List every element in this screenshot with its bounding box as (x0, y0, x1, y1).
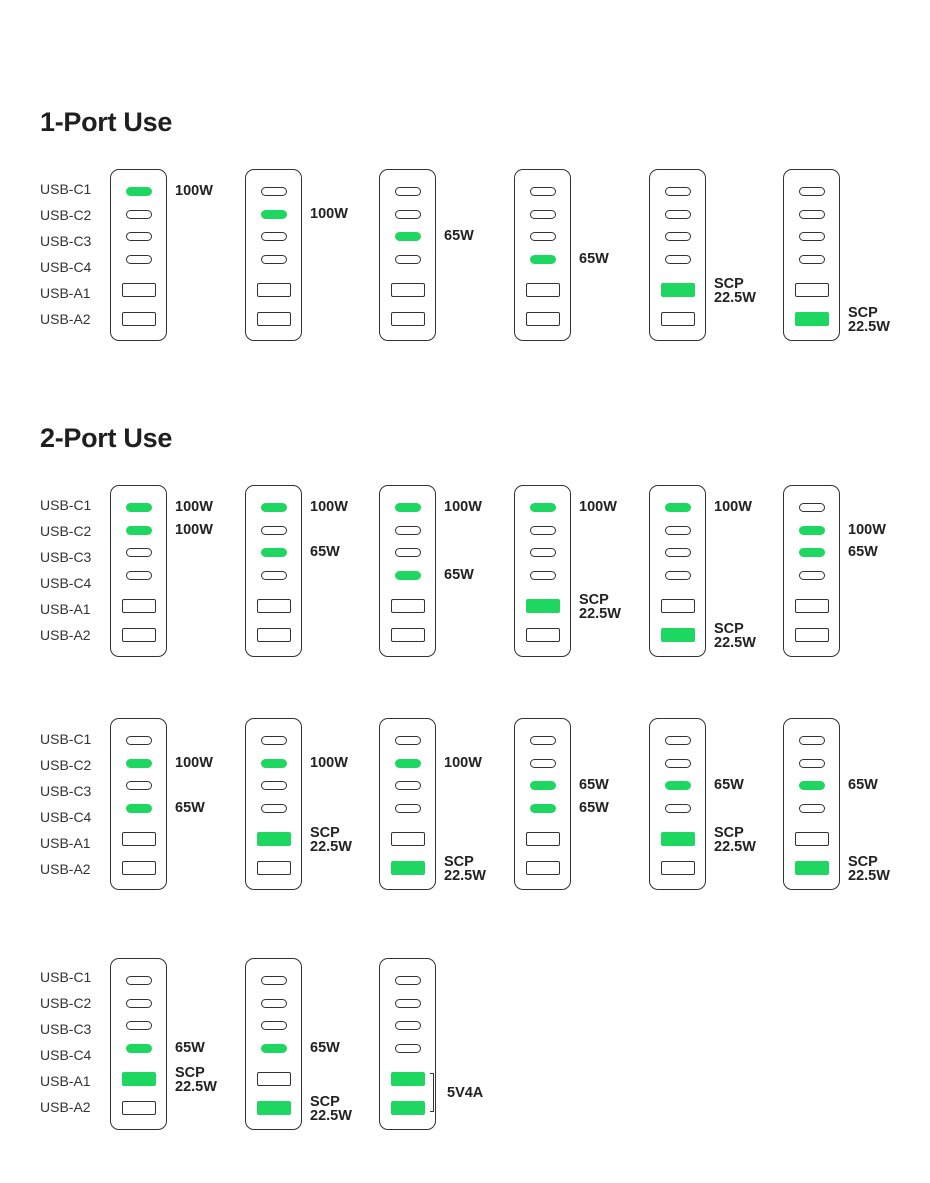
output-label (579, 778, 609, 792)
usb-a-port (526, 861, 560, 875)
output-label-line: 65W (310, 1039, 340, 1056)
output-label (175, 523, 213, 537)
usb-c-port (665, 804, 691, 813)
usb-a-port (257, 312, 291, 326)
port-label-usb-c1: USB-C1 (40, 497, 92, 513)
output-label (714, 277, 756, 305)
usb-a-port (661, 312, 695, 326)
usb-c-port-active (530, 255, 556, 264)
port-label-usb-c3: USB-C3 (40, 549, 92, 565)
output-label-line: 100W (310, 498, 348, 515)
usb-c-port (665, 187, 691, 196)
usb-a-port (526, 628, 560, 642)
usb-c-port (126, 255, 152, 264)
output-label (579, 252, 609, 266)
output-label-line: 22.5W (714, 839, 756, 855)
usb-c-port (530, 571, 556, 580)
charger-device (245, 718, 302, 890)
output-label (848, 778, 878, 792)
usb-a-port-active (122, 1072, 156, 1086)
usb-c-port-active (261, 503, 287, 512)
port-label-usb-c4: USB-C4 (40, 809, 92, 825)
usb-a-port (122, 283, 156, 297)
usb-c-port-active (395, 503, 421, 512)
port-label-usb-a2: USB-A2 (40, 1099, 91, 1115)
usb-c-port-active (126, 759, 152, 768)
port-label-usb-c4: USB-C4 (40, 259, 92, 275)
two-port-title: 2-Port Use (40, 423, 173, 453)
output-label-line: 65W (579, 250, 609, 267)
usb-a-port-active (526, 599, 560, 613)
output-label (310, 500, 348, 514)
output-label-line: 65W (579, 776, 609, 793)
output-label (848, 306, 890, 334)
output-label-line: 22.5W (848, 868, 890, 884)
port-label-usb-c4: USB-C4 (40, 1047, 92, 1063)
output-label (848, 545, 878, 559)
output-label (848, 855, 890, 883)
usb-c-port (261, 255, 287, 264)
port-label-usb-c1: USB-C1 (40, 181, 92, 197)
output-label (175, 756, 213, 770)
usb-c-port-active (799, 548, 825, 557)
usb-c-port-active (126, 526, 152, 535)
output-label-line: SCP (714, 276, 744, 292)
usb-a-port (122, 832, 156, 846)
usb-a-port-active (795, 312, 829, 326)
usb-a-port-active (661, 832, 695, 846)
output-label: 5V4A (447, 1084, 484, 1101)
usb-a-port-active (391, 1072, 425, 1086)
port-label-usb-a1: USB-A1 (40, 1073, 91, 1089)
charger-device (649, 485, 706, 657)
usb-c-port (395, 781, 421, 790)
usb-c-port-active (799, 526, 825, 535)
output-label-line: 65W (714, 776, 744, 793)
output-label (310, 826, 352, 854)
usb-c-port (530, 736, 556, 745)
usb-a-port (526, 312, 560, 326)
usb-c-port (395, 548, 421, 557)
usb-a-port (661, 861, 695, 875)
usb-a-port-active (661, 283, 695, 297)
output-label-line: 22.5W (175, 1079, 217, 1095)
output-label-line: 65W (310, 543, 340, 560)
charger-device (110, 958, 167, 1130)
usb-a-port-active (795, 861, 829, 875)
port-label-usb-c2: USB-C2 (40, 995, 92, 1011)
output-label (579, 500, 617, 514)
port-label-usb-c2: USB-C2 (40, 757, 92, 773)
output-label-line: 65W (444, 227, 474, 244)
usb-a-port (391, 832, 425, 846)
usb-a-port-active (661, 628, 695, 642)
output-label-line: SCP (848, 854, 878, 870)
usb-c-port (395, 187, 421, 196)
port-label-usb-c2: USB-C2 (40, 207, 92, 223)
usb-a-port (391, 599, 425, 613)
usb-c-port (261, 736, 287, 745)
usb-a-port (795, 832, 829, 846)
charger-device (110, 718, 167, 890)
usb-c-port-active (126, 503, 152, 512)
usb-c-port (530, 187, 556, 196)
usb-c-port (395, 976, 421, 985)
charger-device (514, 169, 571, 341)
output-label (579, 801, 609, 815)
port-label-usb-c4: USB-C4 (40, 575, 92, 591)
output-label-line: 100W (714, 498, 752, 515)
output-label-line: 22.5W (310, 839, 352, 855)
usb-c-port (261, 232, 287, 241)
output-label (444, 229, 474, 243)
charger-device (110, 485, 167, 657)
output-label (310, 207, 348, 221)
usb-c-port-active (126, 187, 152, 196)
output-label (714, 778, 744, 792)
output-label (714, 500, 752, 514)
usb-a-port (257, 1072, 291, 1086)
output-label (310, 1095, 352, 1123)
usb-c-port-active (261, 548, 287, 557)
port-label-usb-c1: USB-C1 (40, 731, 92, 747)
port-label-usb-a1: USB-A1 (40, 601, 91, 617)
charger-device (245, 958, 302, 1130)
usb-c-port (126, 781, 152, 790)
usb-c-port (665, 232, 691, 241)
usb-c-port (126, 210, 152, 219)
port-label-usb-c2: USB-C2 (40, 523, 92, 539)
usb-a-port (795, 599, 829, 613)
usb-c-port-active (261, 1044, 287, 1053)
usb-a-port (257, 861, 291, 875)
output-label-line: 65W (579, 799, 609, 816)
charger-device (649, 718, 706, 890)
usb-c-port (395, 210, 421, 219)
usb-c-port (261, 976, 287, 985)
output-label-line: 100W (444, 498, 482, 515)
charger-device (245, 485, 302, 657)
usb-a-port (122, 861, 156, 875)
usb-c-port (261, 526, 287, 535)
port-label-usb-c3: USB-C3 (40, 233, 92, 249)
output-label (444, 568, 474, 582)
usb-c-port-active (530, 804, 556, 813)
port-label-usb-a2: USB-A2 (40, 311, 91, 327)
usb-a-port (257, 628, 291, 642)
output-label (848, 523, 886, 537)
usb-c-port (799, 187, 825, 196)
usb-c-port (665, 255, 691, 264)
usb-c-port-active (530, 503, 556, 512)
charger-device (245, 169, 302, 341)
usb-c-port (665, 571, 691, 580)
usb-c-port-active (395, 571, 421, 580)
output-label-line: 65W (848, 543, 878, 560)
usb-c-port (530, 210, 556, 219)
output-label-line: 65W (848, 776, 878, 793)
usb-c-port (261, 187, 287, 196)
output-label-line: SCP (444, 854, 474, 870)
output-label (444, 855, 486, 883)
output-label (175, 1041, 205, 1055)
output-label-line: 100W (848, 521, 886, 538)
usb-c-port (530, 232, 556, 241)
output-label-line: 22.5W (714, 635, 756, 651)
port-label-usb-a1: USB-A1 (40, 285, 91, 301)
usb-c-port-active (126, 1044, 152, 1053)
usb-c-port-active (261, 759, 287, 768)
usb-c-port (665, 548, 691, 557)
usb-c-port-active (665, 781, 691, 790)
usb-a-port (391, 312, 425, 326)
one-port-title: 1-Port Use (40, 107, 173, 137)
usb-c-port (126, 736, 152, 745)
charger-device (379, 958, 436, 1130)
output-label-line: 100W (175, 754, 213, 771)
usb-c-port-active (395, 759, 421, 768)
usb-c-port (530, 548, 556, 557)
usb-a-port-active (257, 1101, 291, 1115)
output-label-line: SCP (310, 825, 340, 841)
output-label-line: 22.5W (714, 290, 756, 306)
usb-c-port (665, 736, 691, 745)
output-label-line: 100W (310, 205, 348, 222)
port-label-usb-c1: USB-C1 (40, 969, 92, 985)
output-label (444, 500, 482, 514)
usb-a-port (122, 312, 156, 326)
usb-c-port (799, 804, 825, 813)
usb-a-port (795, 628, 829, 642)
usb-c-port (395, 1021, 421, 1030)
output-label-line: SCP (714, 621, 744, 637)
output-label (714, 826, 756, 854)
output-label-line: SCP (848, 305, 878, 321)
usb-c-port (126, 999, 152, 1008)
output-label-line: 100W (310, 754, 348, 771)
output-label-line: SCP (175, 1065, 205, 1081)
usb-c-port (261, 781, 287, 790)
usb-c-port (395, 1044, 421, 1053)
charger-device (514, 718, 571, 890)
usb-a-port (526, 832, 560, 846)
usb-c-port-active (530, 781, 556, 790)
usb-a-port (257, 283, 291, 297)
usb-c-port-active (395, 232, 421, 241)
usb-c-port (126, 976, 152, 985)
usb-a-port-active (257, 832, 291, 846)
usb-c-port (530, 759, 556, 768)
usb-a-port (122, 628, 156, 642)
usb-c-port-active (261, 210, 287, 219)
usb-c-port (799, 232, 825, 241)
output-label (310, 1041, 340, 1055)
usb-c-port (799, 736, 825, 745)
usb-c-port (261, 999, 287, 1008)
usb-a-port (391, 628, 425, 642)
charger-device (783, 169, 840, 341)
output-label-line: 65W (175, 799, 205, 816)
output-label-line: 22.5W (444, 868, 486, 884)
output-label-line: 65W (444, 566, 474, 583)
output-label (175, 184, 213, 198)
usb-a-port (257, 599, 291, 613)
charger-device (110, 169, 167, 341)
output-label (175, 500, 213, 514)
usb-a-port-active (391, 1101, 425, 1115)
port-label-usb-c3: USB-C3 (40, 783, 92, 799)
output-label-line: SCP (714, 825, 744, 841)
usb-c-port (395, 736, 421, 745)
output-label (175, 801, 205, 815)
charger-device (649, 169, 706, 341)
usb-c-port-active (799, 781, 825, 790)
usb-a-port (391, 283, 425, 297)
usb-c-port (126, 571, 152, 580)
usb-c-port (261, 804, 287, 813)
output-label-line: 100W (175, 182, 213, 199)
shared-output-bracket (430, 1073, 434, 1112)
charger-device (379, 718, 436, 890)
usb-c-port (126, 232, 152, 241)
port-label-usb-a1: USB-A1 (40, 835, 91, 851)
usb-c-port (395, 804, 421, 813)
charger-device (514, 485, 571, 657)
output-label-line: 100W (175, 521, 213, 538)
output-label (579, 593, 621, 621)
output-label-line: 100W (444, 754, 482, 771)
usb-c-port (126, 1021, 152, 1030)
charger-device (379, 169, 436, 341)
usb-c-port (395, 255, 421, 264)
usb-c-port (799, 210, 825, 219)
usb-c-port-active (665, 503, 691, 512)
output-label (310, 545, 340, 559)
output-label-line: 22.5W (579, 606, 621, 622)
output-label (175, 1066, 217, 1094)
usb-c-port (665, 526, 691, 535)
charger-device (783, 485, 840, 657)
port-label-usb-a2: USB-A2 (40, 627, 91, 643)
charger-device (783, 718, 840, 890)
usb-a-port (661, 599, 695, 613)
usb-c-port (530, 526, 556, 535)
port-label-usb-a2: USB-A2 (40, 861, 91, 877)
usb-c-port (665, 210, 691, 219)
usb-c-port (665, 759, 691, 768)
usb-c-port (799, 503, 825, 512)
usb-c-port (395, 526, 421, 535)
usb-c-port (126, 548, 152, 557)
output-label-line: 65W (175, 1039, 205, 1056)
output-label (444, 756, 482, 770)
port-label-usb-c3: USB-C3 (40, 1021, 92, 1037)
usb-a-port (122, 599, 156, 613)
output-label-line: SCP (310, 1094, 340, 1110)
usb-c-port (261, 571, 287, 580)
output-label-line: 22.5W (310, 1108, 352, 1124)
usb-a-port (526, 283, 560, 297)
output-label-line: 100W (175, 498, 213, 515)
usb-a-port (122, 1101, 156, 1115)
usb-c-port-active (126, 804, 152, 813)
usb-a-port-active (391, 861, 425, 875)
charger-device (379, 485, 436, 657)
output-label-line: 22.5W (848, 319, 890, 335)
usb-a-port (795, 283, 829, 297)
usb-c-port (261, 1021, 287, 1030)
output-label (310, 756, 348, 770)
output-label-line: SCP (579, 592, 609, 608)
usb-c-port (395, 999, 421, 1008)
usb-c-port (799, 571, 825, 580)
output-label-line: 100W (579, 498, 617, 515)
usb-c-port (799, 255, 825, 264)
output-label (714, 622, 756, 650)
usb-c-port (799, 759, 825, 768)
